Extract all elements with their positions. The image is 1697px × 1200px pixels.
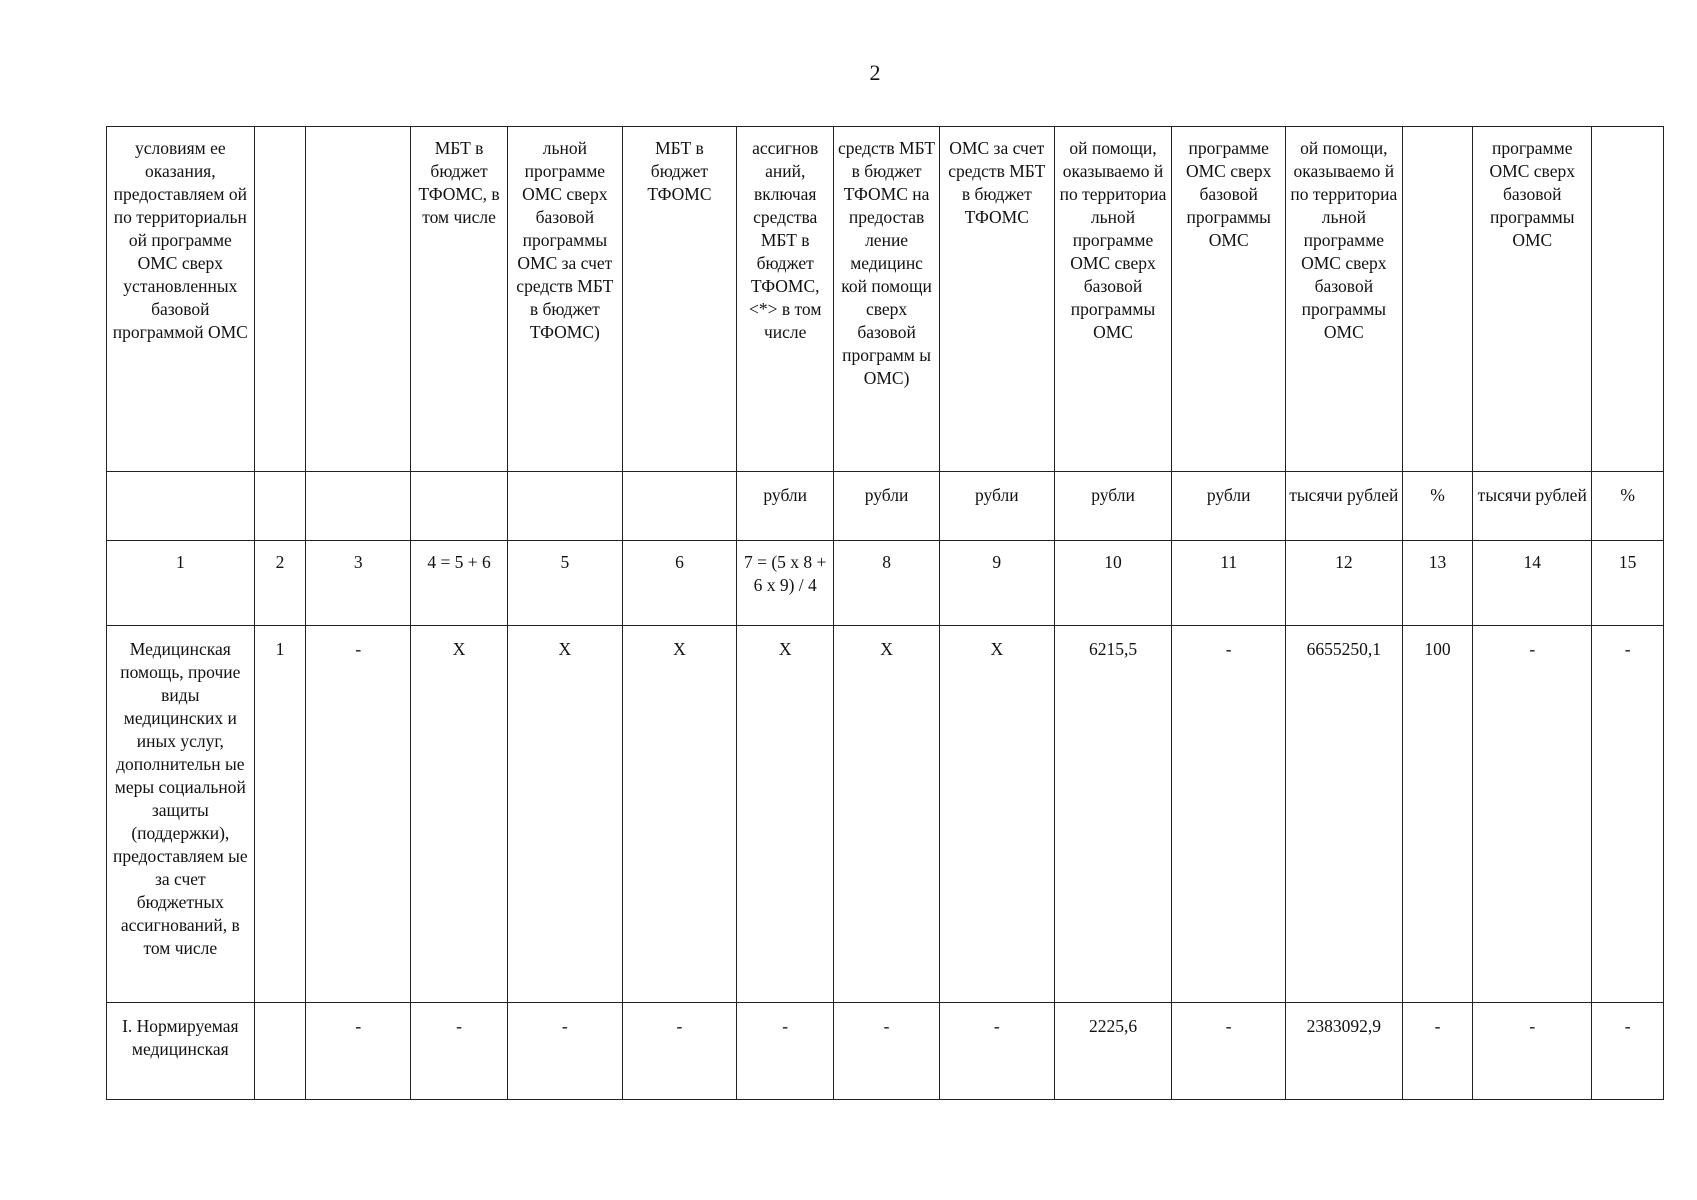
- table-cell: 6655250,1: [1285, 626, 1402, 1003]
- table-cell: -: [411, 1003, 508, 1100]
- unit-cell: тысячи рублей: [1473, 472, 1592, 541]
- table-cell: -: [939, 1003, 1054, 1100]
- table-cell: 2225,6: [1054, 1003, 1172, 1100]
- column-number-cell: 6: [622, 541, 737, 626]
- unit-cell: рубли: [737, 472, 834, 541]
- header-cell: [1402, 127, 1473, 472]
- column-number-cell: 5: [508, 541, 623, 626]
- column-number-cell: 1: [107, 541, 255, 626]
- table-cell: -: [622, 1003, 737, 1100]
- row-label: Медицинская помощь, прочие виды медицинских и иных услуг, дополнительн ые меры социальной защиты (поддержки), предоставляем ые за счет бюджетных ассигнований, в том числе: [107, 626, 255, 1003]
- table-cell: -: [306, 626, 411, 1003]
- header-cell: программе ОМС сверх базовой программы ОМС: [1172, 127, 1285, 472]
- data-table: [106, 126, 1664, 1100]
- table-cell: -: [1172, 626, 1285, 1003]
- column-number-cell: 12: [1285, 541, 1402, 626]
- column-number-cell: 8: [834, 541, 940, 626]
- table-cell: -: [1172, 1003, 1285, 1100]
- header-cell: МБТ в бюджет ТФОМС, в том числе: [411, 127, 508, 472]
- unit-cell: [411, 472, 508, 541]
- table-cell: -: [508, 1003, 623, 1100]
- table-cell: -: [1473, 1003, 1592, 1100]
- header-cell: [254, 127, 306, 472]
- column-number-cell: 2: [254, 541, 306, 626]
- unit-cell: рубли: [939, 472, 1054, 541]
- table-cell: X: [622, 626, 737, 1003]
- table-cell: X: [737, 626, 834, 1003]
- table-row: [107, 626, 1664, 1003]
- unit-cell: рубли: [1172, 472, 1285, 541]
- column-number-cell: 14: [1473, 541, 1592, 626]
- header-cell: ассигнов аний, включая средства МБТ в бюджет ТФОМС, <*> в том числе: [737, 127, 834, 472]
- unit-cell: рубли: [1054, 472, 1172, 541]
- table-cell: -: [1592, 1003, 1664, 1100]
- table-cell: X: [508, 626, 623, 1003]
- unit-cell: [254, 472, 306, 541]
- units-row: [107, 472, 1664, 541]
- table-row: [107, 1003, 1664, 1100]
- column-number-cell: 3: [306, 541, 411, 626]
- table-cell: -: [306, 1003, 411, 1100]
- header-cell: ой помощи, оказываемо й по территориа льной программе ОМС сверх базовой программы ОМС: [1285, 127, 1402, 472]
- column-number-cell: 9: [939, 541, 1054, 626]
- table-cell: -: [1592, 626, 1664, 1003]
- table-cell: 100: [1402, 626, 1473, 1003]
- table-cell: X: [939, 626, 1054, 1003]
- header-cell: [1592, 127, 1664, 472]
- unit-cell: %: [1402, 472, 1473, 541]
- header-cell: МБТ в бюджет ТФОМС: [622, 127, 737, 472]
- table-cell: [254, 1003, 306, 1100]
- column-number-row: [107, 541, 1664, 626]
- table-cell: 6215,5: [1054, 626, 1172, 1003]
- table-cell: X: [834, 626, 940, 1003]
- table-cell: -: [737, 1003, 834, 1100]
- row-label: I. Нормируемая медицинская: [107, 1003, 255, 1100]
- table-cell: -: [1473, 626, 1592, 1003]
- table-cell: X: [411, 626, 508, 1003]
- unit-cell: [622, 472, 737, 541]
- unit-cell: тысячи рублей: [1285, 472, 1402, 541]
- header-row: [107, 127, 1664, 472]
- unit-cell: рубли: [834, 472, 940, 541]
- column-number-cell: 15: [1592, 541, 1664, 626]
- column-number-cell: 10: [1054, 541, 1172, 626]
- page-number: 2: [869, 60, 881, 85]
- header-cell: средств МБТ в бюджет ТФОМС на предостав ление медицинс кой помощи сверх базовой программ ы ОМС): [834, 127, 940, 472]
- unit-cell: %: [1592, 472, 1664, 541]
- unit-cell: [306, 472, 411, 541]
- header-cell: [306, 127, 411, 472]
- header-cell: льной программе ОМС сверх базовой программы ОМС за счет средств МБТ в бюджет ТФОМС): [508, 127, 623, 472]
- header-cell: программе ОМС сверх базовой программы ОМС: [1473, 127, 1592, 472]
- table-cell: 2383092,9: [1285, 1003, 1402, 1100]
- table-cell: -: [1402, 1003, 1473, 1100]
- column-number-cell: 7 = (5 x 8 + 6 x 9) / 4: [737, 541, 834, 626]
- header-cell: условиям ее оказания, предоставляем ой по территориальн ой программе ОМС сверх установленных базовой программой ОМС: [107, 127, 255, 472]
- column-number-cell: 4 = 5 + 6: [411, 541, 508, 626]
- unit-cell: [107, 472, 255, 541]
- header-cell: ой помощи, оказываемо й по территориа льной программе ОМС сверх базовой программы ОМС: [1054, 127, 1172, 472]
- table-cell: -: [834, 1003, 940, 1100]
- table-cell: 1: [254, 626, 306, 1003]
- column-number-cell: 11: [1172, 541, 1285, 626]
- column-number-cell: 13: [1402, 541, 1473, 626]
- unit-cell: [508, 472, 623, 541]
- header-cell: ОМС за счет средств МБТ в бюджет ТФОМС: [939, 127, 1054, 472]
